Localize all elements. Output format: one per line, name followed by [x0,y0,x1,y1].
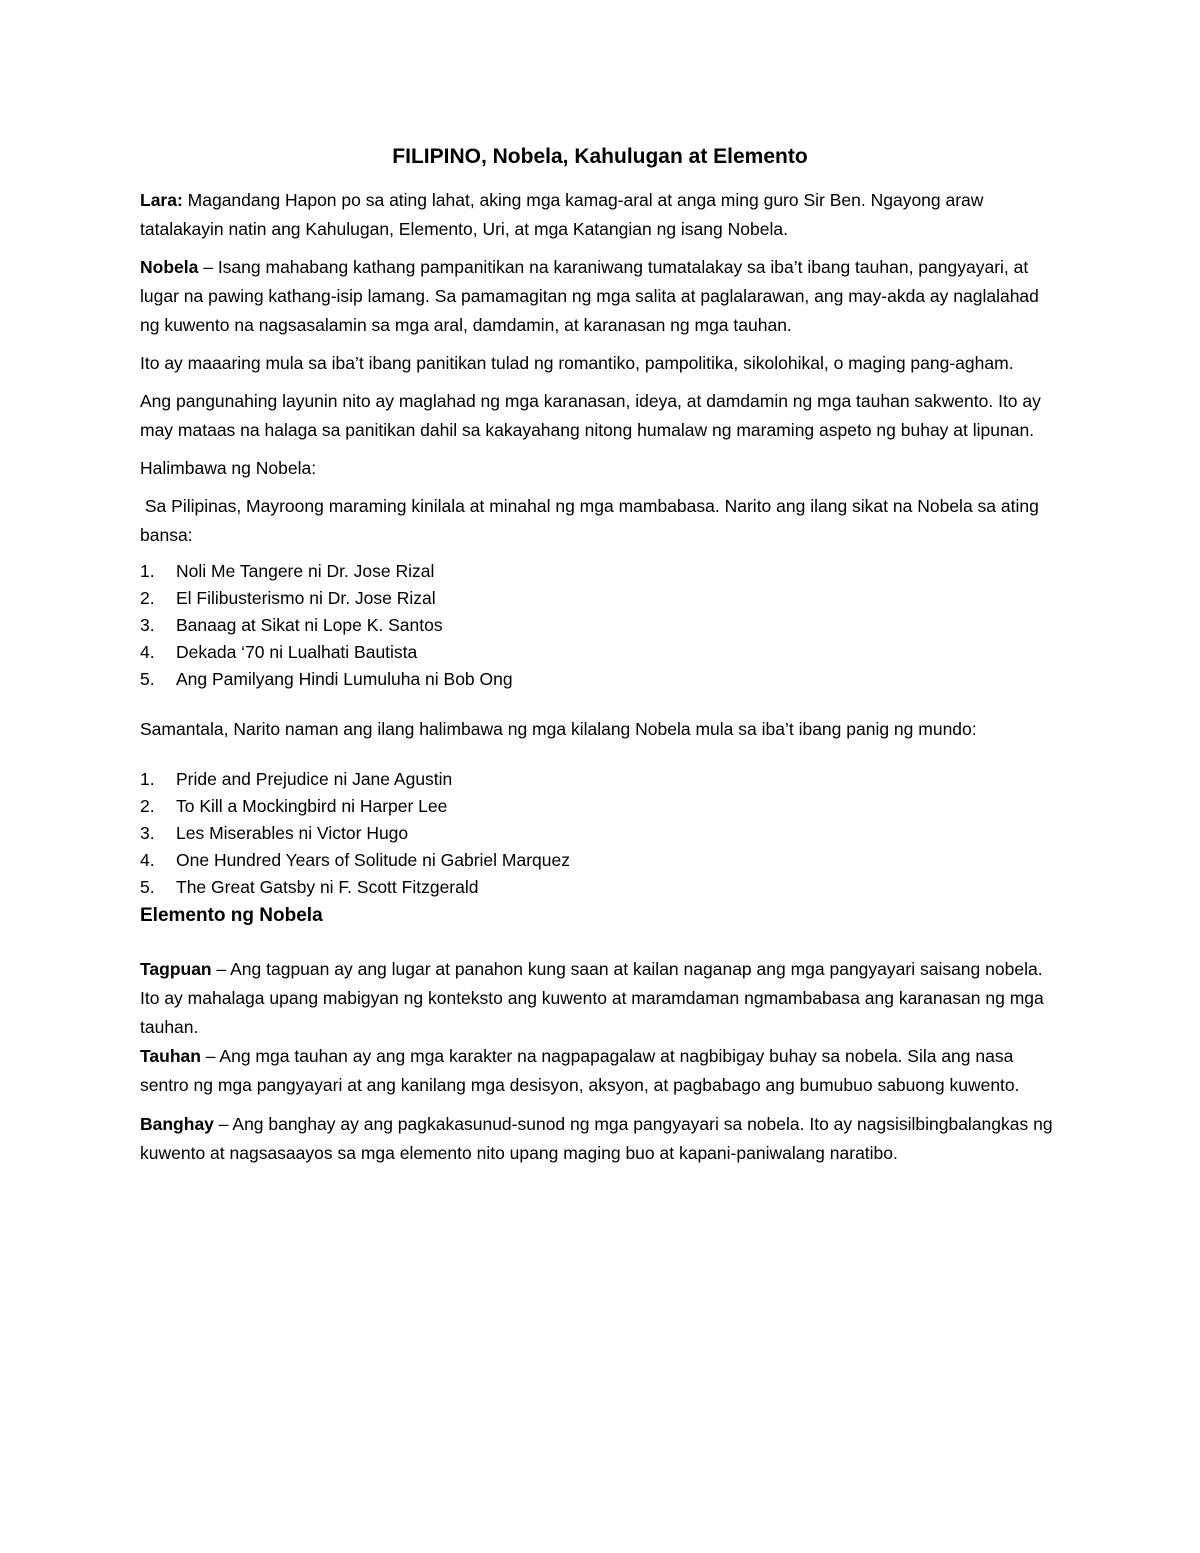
list-item: 4. Dekada ‘70 ni Lualhati Bautista [140,642,418,662]
element-text: – Ang banghay ay ang pagkakasunud-sunod ng mga pangyayari sa nobela. Ito ay nagsisilbingbalangkas ng kuwento at nagsasaayos sa mga elemento nito upang maging buo at kapani-paniwalang naratibo. [140,1114,1053,1163]
list-item: 2. To Kill a Mockingbird ni Harper Lee [140,796,448,816]
paragraph-purpose: Ang pangunahing layunin nito ay maglahad ng mga karanasan, ideya, at damdamin ng mga tauhan sakwento. Ito ay may mataas na halaga sa panitikan dahil sa kakayahang nitong humalaw ng maraming aspeto ng buhay at lipunan. [140,391,1041,440]
intro-text: Magandang Hapon po sa ating lahat, aking mga kamag-aral at anga ming guro Sir Ben. Ngayong araw tatalakayin natin ang Kahulugan, Elemento, Uri, at mga Katangian ng isang Nobela. [140,190,984,239]
element-text: – Ang tagpuan ay ang lugar at panahon kung saan at kailan naganap ang mga pangyayari saisang nobela. Ito ay mahalaga upang mabigyan ng konteksto ang kuwento at maramdaman ngmambabasa ang karanasan ng mga tauhan. [140,959,1044,1037]
intro-paragraph [140,186,1060,244]
list-item: 3. Banaag at Sikat ni Lope K. Santos [140,615,443,635]
list-item: 5. Ang Pamilyang Hindi Lumuluha ni Bob Ong [140,669,513,689]
definition-paragraph [140,253,1060,340]
page-title: FILIPINO, Nobela, Kahulugan at Elemento [392,145,808,168]
local-intro: Sa Pilipinas, Mayroong maraming kinilala at minahal ng mga mambabasa. Narito ang ilang sikat na Nobela sa ating bansa: [140,496,1044,545]
world-intro: Samantala, Narito naman ang ilang halimbawa ng mga kilalang Nobela mula sa iba’t ibang panig ng mundo: [140,719,977,739]
list-item: 5. The Great Gatsby ni F. Scott Fitzgerald [140,877,479,897]
element-term: Banghay [140,1114,214,1134]
list-item: 1. Noli Me Tangere ni Dr. Jose Rizal [140,561,435,581]
element-tauhan [140,1042,1060,1100]
list-item: 2. El Filibusterismo ni Dr. Jose Rizal [140,588,436,608]
list-item: 1. Pride and Prejudice ni Jane Agustin [140,769,453,789]
document-body [140,142,1060,1177]
definition-text: – Isang mahabang kathang pampanitikan na karaniwang tumatalakay sa iba’t ibang tauhan, pangyayari, at lugar na pawing kathang-isip lamang. Sa pamamagitan ng mga salita at paglalarawan, ang may-akda ay naglalahad ng kuwento na nagsasalamin sa mga aral, damdamin, at karanasan ng mga tauhan. [140,257,1039,335]
element-term: Tauhan [140,1046,201,1066]
definition-term: Nobela [140,257,199,277]
paragraph-genres: Ito ay maaaring mula sa iba’t ibang panitikan tulad ng romantiko, pampolitika, sikolohikal, o maging pang-agham. [140,353,1014,373]
element-banghay [140,1110,1060,1168]
element-tagpuan [140,955,1060,1042]
speaker-label: Lara: [140,190,183,210]
list-item: 4. One Hundred Years of Solitude ni Gabriel Marquez [140,850,570,870]
world-novel-list [140,766,1060,901]
list-item: 3. Les Miserables ni Victor Hugo [140,823,409,843]
element-text: – Ang mga tauhan ay ang mga karakter na nagpapagalaw at nagbibigay buhay sa nobela. Sila ang nasa sentro ng mga pangyayari at ang kanilang mga desisyon, aksyon, at pagbabago ang bumubuo sabuong kuwento. [140,1046,1020,1095]
elements-heading: Elemento ng Nobela [140,905,323,926]
examples-heading: Halimbawa ng Nobela: [140,458,317,478]
element-term: Tagpuan [140,959,212,979]
local-novel-list [140,558,1060,693]
